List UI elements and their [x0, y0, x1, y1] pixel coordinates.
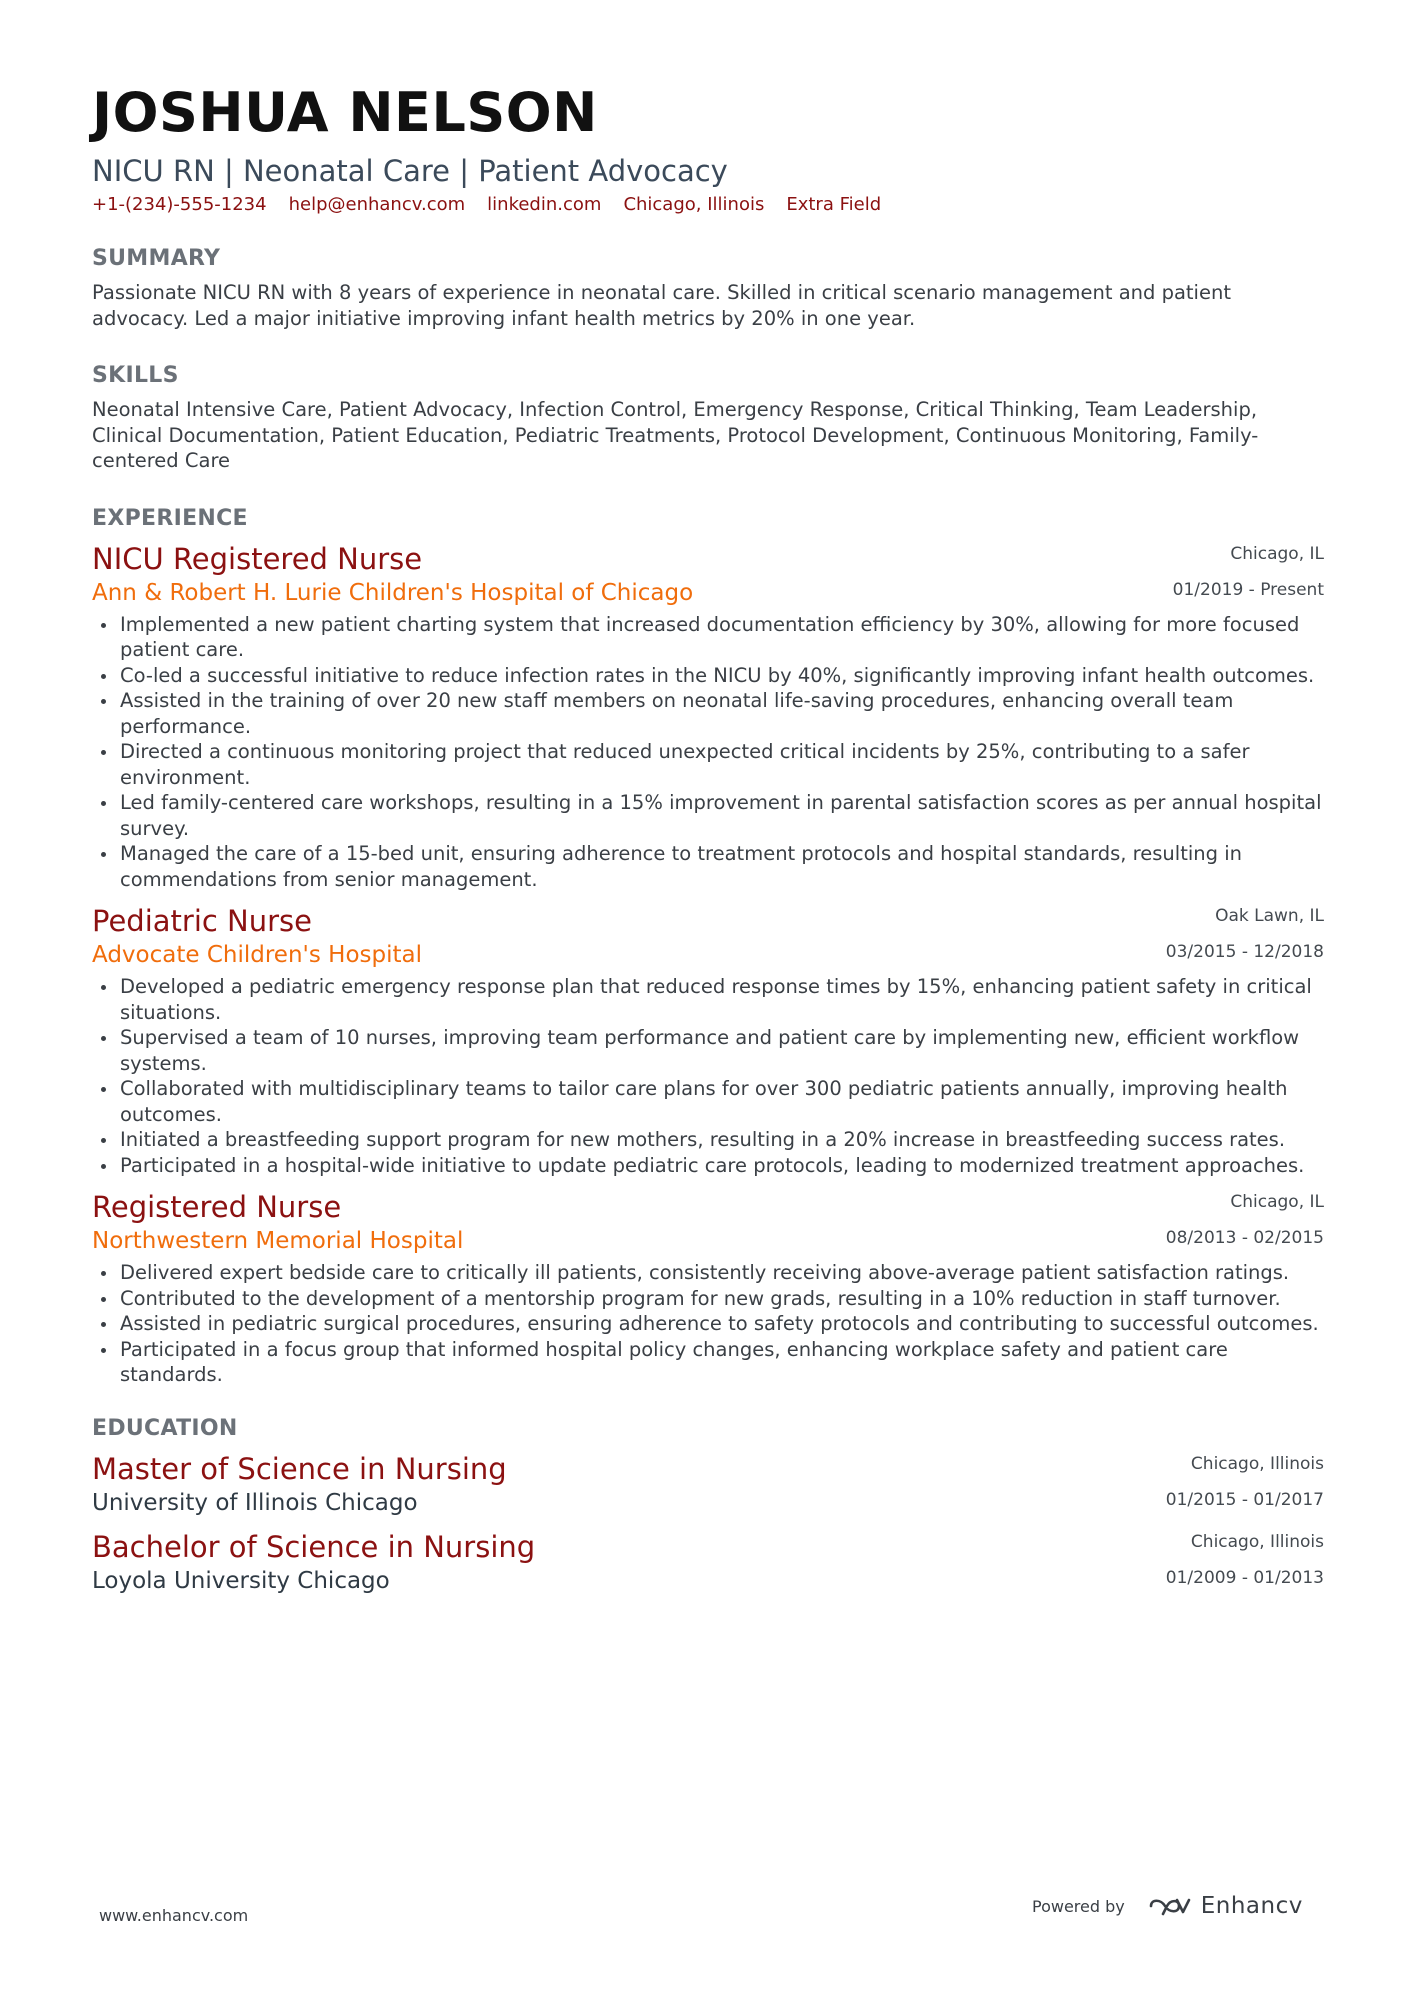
job-bullets	[92, 612, 1324, 893]
experience-entry	[92, 540, 1324, 893]
bullet-item: Assisted in pediatric surgical procedures, ensuring adherence to safety protocols and contributing to successful outcomes.	[92, 1311, 1324, 1337]
job-title: NICU Registered Nurse	[92, 541, 423, 576]
school-name: Loyola University Chicago	[92, 1567, 390, 1594]
bullet-item: Assisted in the training of over 20 new staff members on neonatal life-saving procedures, enhancing overall team performance.	[92, 688, 1324, 739]
education-list	[92, 1450, 1324, 1596]
footer-website[interactable]: www.enhancv.com	[99, 1906, 249, 1925]
skills-title: SKILLS	[92, 363, 179, 388]
job-location: Chicago, IL	[1230, 1192, 1324, 1212]
contact-extra: Extra Field	[786, 194, 882, 215]
enhancv-logo-icon	[1147, 1894, 1193, 1918]
bullet-item: Developed a pediatric emergency response plan that reduced response times by 15%, enhancing patient safety in critical situations.	[92, 974, 1324, 1025]
bullet-item: Co-led a successful initiative to reduce infection rates in the NICU by 40%, significantly improving infant health outcomes.	[92, 663, 1324, 689]
education-entry-header	[92, 1528, 1324, 1596]
brand[interactable]	[1147, 1893, 1303, 1919]
contact-bar	[92, 192, 1324, 218]
school-location: Chicago, Illinois	[1190, 1453, 1324, 1474]
education-entry	[92, 1450, 1324, 1518]
bullet-item: Initiated a breastfeeding support program for new mothers, resulting in a 20% increase in breastfeeding success rates.	[92, 1127, 1324, 1153]
school-name: University of Illinois Chicago	[92, 1489, 418, 1516]
school-dates: 01/2015 - 01/2017	[1165, 1489, 1324, 1510]
experience-title: EXPERIENCE	[92, 505, 248, 531]
bullet-item: Collaborated with multidisciplinary teams to tailor care plans for over 300 pediatric patients annually, improving health outcomes.	[92, 1076, 1324, 1127]
contact-phone[interactable]: +1-(234)-555-1234	[92, 194, 267, 215]
bullet-item: Participated in a focus group that informed hospital policy changes, enhancing workplace safety and patient care standards.	[92, 1337, 1324, 1388]
experience-entry	[92, 902, 1324, 1178]
education-title: EDUCATION	[92, 1415, 238, 1441]
degree-title: Bachelor of Science in Nursing	[92, 1529, 536, 1564]
experience-entry-header	[92, 1188, 1324, 1256]
experience-entry	[92, 1188, 1324, 1388]
candidate-name: JOSHUA NELSON	[92, 81, 598, 144]
bullet-item: Implemented a new patient charting system that increased documentation efficiency by 30%, allowing for more focused patient care.	[92, 612, 1324, 663]
skills-text: Neonatal Intensive Care, Patient Advocacy, Infection Control, Emergency Response, Critical Thinking, Team Leadership, Clinical Documentation, Patient Education, Pediatric Treatments, Protocol Development, Continuous Monitoring, Family-centered Care	[92, 398, 1259, 472]
employer-name: Advocate Children's Hospital	[92, 942, 422, 968]
headline: NICU RN | Neonatal Care | Patient Advocacy	[92, 154, 728, 188]
employer-name: Ann & Robert H. Lurie Children's Hospital of Chicago	[92, 579, 694, 606]
job-location: Chicago, IL	[1230, 543, 1324, 564]
contact-linkedin[interactable]: linkedin.com	[487, 194, 602, 215]
bullet-item: Delivered expert bedside care to critically ill patients, consistently receiving above-average patient satisfaction ratings.	[92, 1260, 1324, 1286]
job-bullets	[92, 974, 1324, 1178]
experience-entry-header	[92, 902, 1324, 970]
powered-by-label: Powered by	[1032, 1896, 1125, 1916]
brand-name: Enhancv	[1200, 1893, 1303, 1919]
job-dates: 01/2019 - Present	[1172, 579, 1324, 600]
bullet-item: Supervised a team of 10 nurses, improving team performance and patient care by implementing new, efficient workflow systems.	[92, 1025, 1324, 1076]
education-entry-header	[92, 1450, 1324, 1518]
job-bullets	[92, 1260, 1324, 1388]
education-entry	[92, 1528, 1324, 1596]
school-dates: 01/2009 - 01/2013	[1165, 1567, 1324, 1588]
degree-title: Master of Science in Nursing	[92, 1451, 507, 1486]
contact-email[interactable]: help@enhancv.com	[288, 194, 466, 215]
summary-title: SUMMARY	[92, 246, 221, 271]
school-location: Chicago, Illinois	[1190, 1531, 1324, 1552]
bullet-item: Managed the care of a 15-bed unit, ensuring adherence to treatment protocols and hospital standards, resulting in commendations from senior management.	[92, 841, 1324, 892]
job-title: Registered Nurse	[92, 1190, 342, 1224]
job-dates: 08/2013 - 02/2015	[1165, 1228, 1324, 1248]
resume-page	[92, 78, 1324, 1596]
bullet-item: Participated in a hospital-wide initiative to update pediatric care protocols, leading to modernized treatment approaches.	[92, 1153, 1324, 1179]
experience-list	[92, 540, 1324, 1388]
bullet-item: Contributed to the development of a mentorship program for new grads, resulting in a 10% reduction in staff turnover.	[92, 1286, 1324, 1312]
job-location: Oak Lawn, IL	[1215, 906, 1324, 926]
experience-entry-header	[92, 540, 1324, 608]
job-dates: 03/2015 - 12/2018	[1165, 942, 1324, 962]
bullet-item: Directed a continuous monitoring project that reduced unexpected critical incidents by 25%, contributing to a safer environment.	[92, 739, 1324, 790]
job-title: Pediatric Nurse	[92, 904, 312, 938]
contact-location: Chicago, Illinois	[623, 194, 765, 215]
employer-name: Northwestern Memorial Hospital	[92, 1228, 464, 1254]
summary-text: Passionate NICU RN with 8 years of experience in neonatal care. Skilled in critical scenario management and patient advocacy. Led a major initiative improving infant health metrics by 20% in one year.	[92, 281, 1231, 330]
bullet-item: Led family-centered care workshops, resulting in a 15% improvement in parental satisfaction scores as per annual hospital survey.	[92, 790, 1324, 841]
footer-branding	[1032, 1893, 1303, 1919]
